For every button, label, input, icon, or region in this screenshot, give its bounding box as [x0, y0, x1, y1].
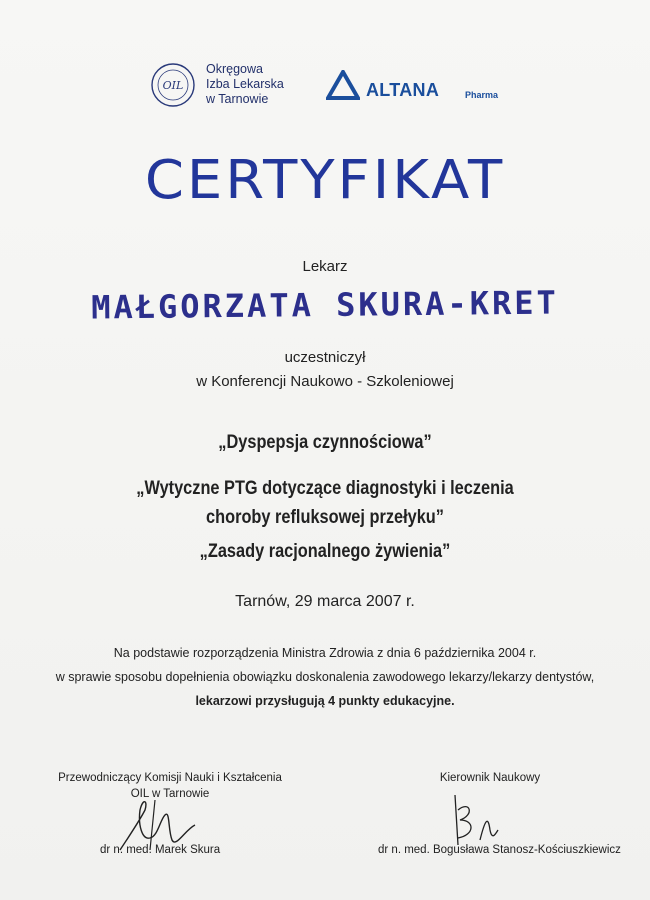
svg-text:OIL: OIL — [162, 79, 184, 92]
altana-brand-sub: Pharma — [465, 90, 499, 100]
oil-name — [206, 62, 284, 107]
right-signatory-name: dr n. med. Bogusława Stanosz-Kościuszkiewicz — [378, 844, 621, 856]
participation-line2: w Konferencji Naukowo - Szkoleniowej — [196, 373, 454, 390]
oil-name-line2: Izba Lekarska — [206, 77, 284, 91]
right-signatory-title: Kierownik Naukowy — [439, 772, 541, 784]
right-handwritten-signature — [440, 790, 510, 850]
legal-line1: Na podstawie rozporządzenia Ministra Zdrowia z dnia 6 października 2004 r. — [113, 646, 537, 660]
oil-name-line1: Okręgowa — [206, 62, 263, 76]
left-signatory-name: dr n. med. Marek Skura — [100, 844, 221, 856]
topic-line: „Wytyczne PTG dotyczące diagnostyki i leczenia — [136, 478, 514, 499]
participation-line1: uczestniczył — [284, 349, 366, 366]
oil-seal-logo — [150, 62, 196, 108]
event-date: Tarnów, 29 marca 2007 r. — [235, 593, 415, 610]
recipient-role: Lekarz — [302, 258, 348, 275]
topic-line: „Dyspepsja czynnościowa” — [218, 432, 432, 453]
oil-name-line3: w Tarnowie — [206, 92, 269, 106]
legal-line3: lekarzowi przysługują 4 punkty edukacyjne. — [195, 694, 455, 708]
left-handwritten-signature — [110, 780, 200, 870]
topic-line: choroby refluksowej przełyku” — [206, 507, 444, 528]
certificate-title: CERTYFIKAT — [144, 149, 506, 212]
legal-line2: w sprawie sposobu dopełnienia obowiązku doskonalenia zawodowego lekarzy/lekarzy dentystów, — [55, 670, 595, 684]
altana-brand-name: ALTANA — [366, 80, 440, 100]
left-signatory-title-line2: OIL w Tarnowie — [130, 788, 210, 800]
left-signatory-title-line1: Przewodniczący Komisji Nauki i Kształcenia — [58, 772, 282, 784]
topic-line: „Zasady racjonalnego żywienia” — [199, 541, 451, 562]
altana-triangle-logo — [326, 70, 360, 100]
recipient-name: MAŁGORZATA SKURA-KRET — [91, 283, 559, 327]
